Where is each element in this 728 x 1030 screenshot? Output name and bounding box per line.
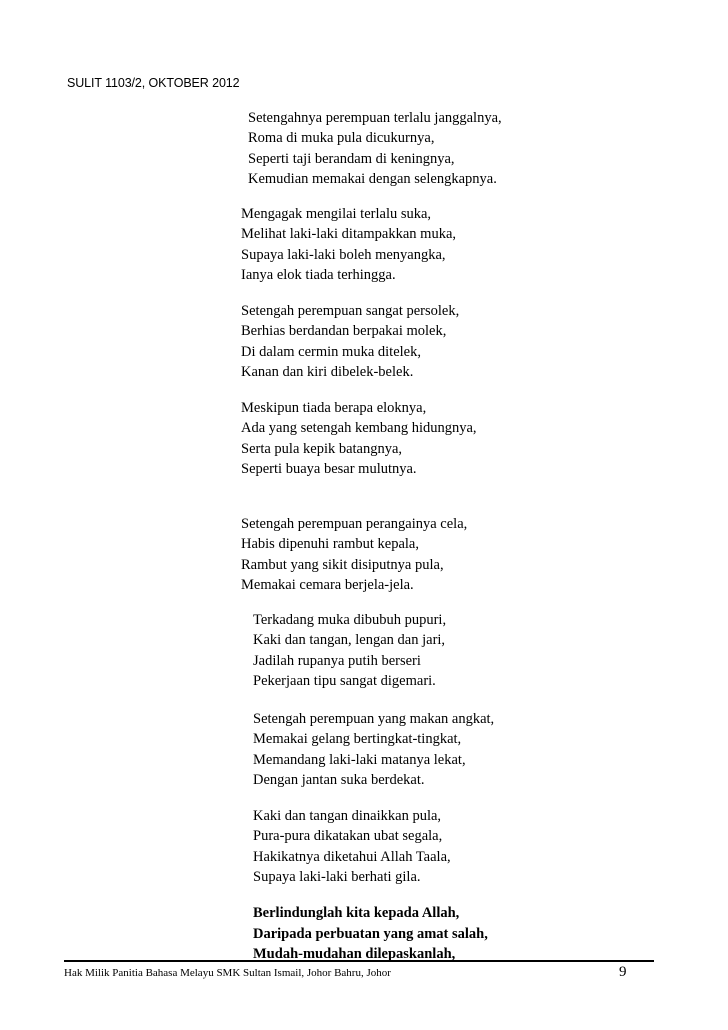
poem-line: Memakai gelang bertingkat-tingkat, bbox=[253, 731, 462, 748]
poem-line: Daripada perbuatan yang amat salah, bbox=[253, 925, 488, 942]
stanza-6 bbox=[253, 610, 446, 692]
poem-line: Supaya laki-laki boleh menyangka, bbox=[241, 246, 446, 263]
stanza-3 bbox=[241, 301, 459, 383]
footer-divider bbox=[64, 960, 654, 962]
poem-line: Memakai cemara berjela-jela. bbox=[241, 577, 414, 594]
poem-line: Kaki dan tangan dinaikkan pula, bbox=[253, 808, 442, 824]
footer-text: Hak Milik Panitia Bahasa Melayu SMK Sultan Ismail, Johor Bahru, Johor bbox=[64, 967, 391, 979]
poem-line: Jadilah rupanya putih berseri bbox=[253, 652, 421, 669]
poem-line: Serta pula kepik batangnya, bbox=[241, 440, 403, 457]
page-number: 9 bbox=[619, 964, 627, 980]
poem-line: Terkadang muka dibubuh pupuri, bbox=[253, 612, 447, 628]
poem-line: Mudah-mudahan dilepaskanlah, bbox=[253, 946, 456, 963]
stanza-9 bbox=[253, 903, 488, 965]
poem-line: Kemudian memakai dengan selengkapnya. bbox=[248, 171, 497, 188]
poem-line: Di dalam cermin muka ditelek, bbox=[241, 343, 421, 360]
poem-line: Hakikatnya diketahui Allah Taala, bbox=[253, 848, 451, 865]
poem-line: Melihat laki-laki ditampakkan muka, bbox=[241, 226, 457, 243]
poem-line: Pekerjaan tipu sangat digemari. bbox=[253, 673, 436, 690]
poem-line: Pura-pura dikatakan ubat segala, bbox=[253, 828, 443, 845]
poem-line: Ianya elok tiada terhingga. bbox=[241, 267, 396, 284]
stanza-5 bbox=[241, 514, 467, 596]
poem-line: Dengan jantan suka berdekat. bbox=[253, 772, 425, 789]
poem-line: Setengahnya perempuan terlalu janggalnya, bbox=[248, 110, 502, 126]
stanza-7 bbox=[253, 709, 494, 791]
poem-line: Seperti buaya besar mulutnya. bbox=[241, 461, 417, 478]
poem-line: Rambut yang sikit disiputnya pula, bbox=[241, 556, 444, 573]
poem-line: Memandang laki-laki matanya lekat, bbox=[253, 751, 466, 768]
poem-line: Roma di muka pula dicukurnya, bbox=[248, 130, 435, 147]
poem-line: Setengah perempuan sangat persolek, bbox=[241, 303, 460, 319]
poem-line: Setengah perempuan perangainya cela, bbox=[241, 516, 468, 532]
poem-line: Kanan dan kiri dibelek-belek. bbox=[241, 364, 414, 381]
stanza-4 bbox=[241, 398, 477, 480]
poem-line: Supaya laki-laki berhati gila. bbox=[253, 869, 421, 886]
poem-line: Seperti taji berandam di keningnya, bbox=[248, 150, 455, 167]
poem-line: Kaki dan tangan, lengan dan jari, bbox=[253, 632, 446, 649]
stanza-2 bbox=[241, 204, 456, 286]
poem-line: Mengagak mengilai terlalu suka, bbox=[241, 206, 432, 222]
page-header: SULIT 1103/2, OKTOBER 2012 bbox=[67, 76, 240, 90]
stanza-1 bbox=[248, 108, 502, 190]
stanza-8 bbox=[253, 806, 451, 888]
poem-line: Berlindunglah kita kepada Allah, bbox=[253, 905, 460, 921]
poem-line: Ada yang setengah kembang hidungnya, bbox=[241, 420, 477, 437]
poem-line: Habis dipenuhi rambut kepala, bbox=[241, 536, 419, 553]
poem-line: Meskipun tiada berapa eloknya, bbox=[241, 400, 427, 416]
poem-line: Berhias berdandan berpakai molek, bbox=[241, 323, 447, 340]
poem-line: Setengah perempuan yang makan angkat, bbox=[253, 711, 495, 727]
